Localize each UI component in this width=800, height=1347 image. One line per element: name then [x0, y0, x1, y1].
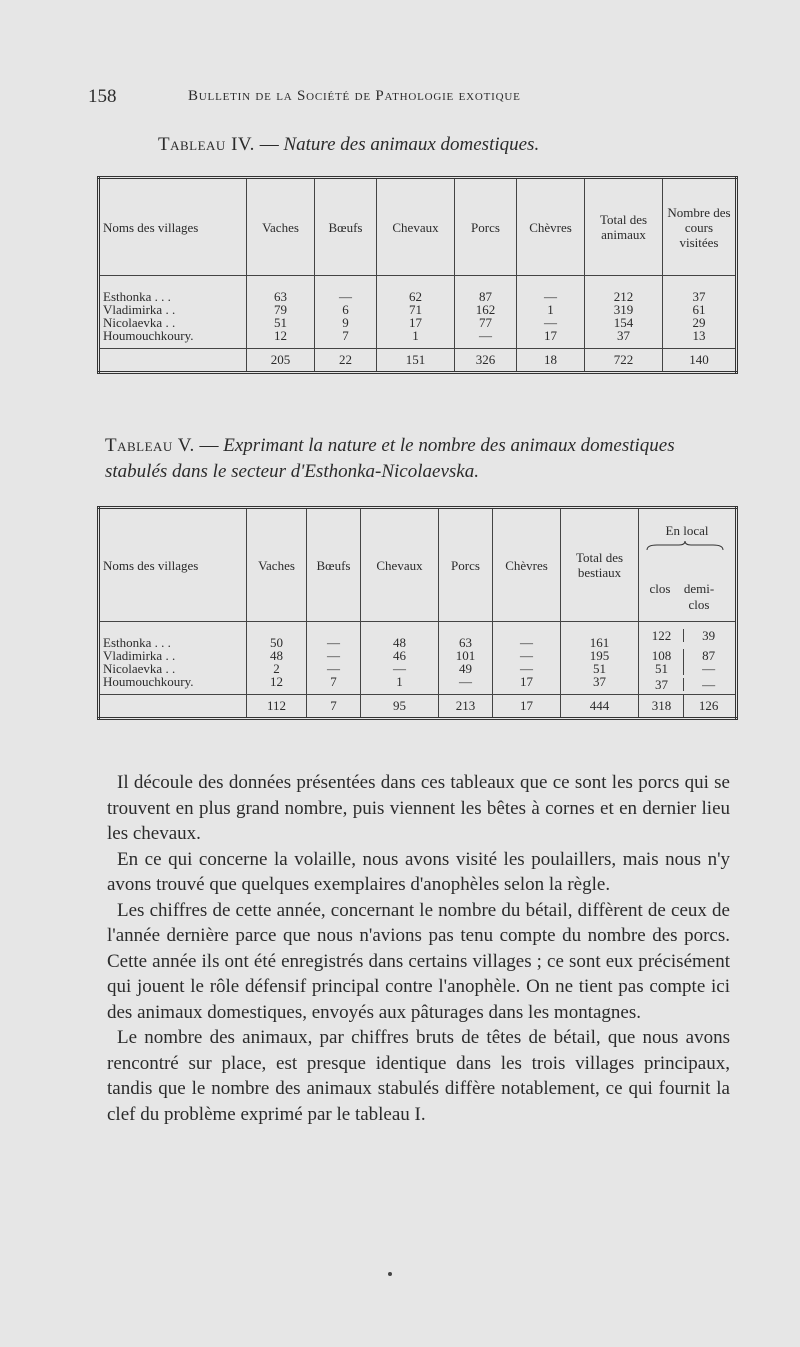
cell: —: [315, 276, 377, 304]
local-sub-clos: clos: [649, 581, 671, 596]
table5-col-local: [639, 508, 737, 622]
table4-caption: [158, 132, 718, 158]
cell: 48: [361, 622, 439, 650]
table4: [97, 176, 738, 374]
village-name: Nicolaevka . .: [99, 316, 247, 329]
total-cell: 22: [315, 349, 377, 373]
ink-dot: [388, 1272, 392, 1276]
cell-clos: 37: [640, 678, 683, 691]
cell: 51: [561, 662, 639, 675]
cell: 51: [247, 316, 315, 329]
table4-col-total: Total des animaux: [585, 178, 663, 276]
cell-demi-clos: —: [702, 677, 716, 692]
table5-row: [99, 662, 737, 675]
table4-col-cours: Nombre des cours visitées: [663, 178, 737, 276]
local-header-label: En local: [665, 523, 709, 538]
table5-col-chevres: Chèvres: [493, 508, 561, 622]
cell: 1: [361, 675, 439, 695]
running-head: [88, 86, 728, 112]
cell: 79: [247, 303, 315, 316]
cell: 87: [455, 276, 517, 304]
table4-label: Tableau IV.: [158, 134, 255, 155]
cell: —: [307, 662, 361, 675]
table4-title: Nature des animaux domestiques.: [283, 134, 540, 155]
table4-col-porcs: Porcs: [455, 178, 517, 276]
cell: 37: [585, 329, 663, 349]
table5-col-villages: Noms des villages: [99, 508, 247, 622]
village-name: Nicolaevka . .: [99, 662, 247, 675]
local-cells: [639, 662, 737, 675]
village-name: Houmouchkoury.: [99, 329, 247, 349]
table5-row: [99, 675, 737, 695]
total-cell: 112: [247, 695, 307, 719]
cell: 63: [247, 276, 315, 304]
cell: 6: [315, 303, 377, 316]
total-cell: 95: [361, 695, 439, 719]
cell-demi-clos: —: [702, 661, 716, 676]
table5-row: [99, 622, 737, 650]
cell: 7: [307, 675, 361, 695]
cell: 161: [561, 622, 639, 650]
village-name: Esthonka . . .: [99, 622, 247, 650]
cell: 29: [663, 316, 737, 329]
table5-title: Exprimant la nature et le nombre des animaux domestiques stabulés dans le secteur d'Esthonka-Nicolaevska.: [105, 435, 675, 482]
total-cell: 213: [439, 695, 493, 719]
cell: 63: [439, 622, 493, 650]
cell: 17: [377, 316, 455, 329]
table5-col-vaches: Vaches: [247, 508, 307, 622]
cell: 48: [247, 649, 307, 662]
cell: —: [493, 622, 561, 650]
total-cell: 7: [307, 695, 361, 719]
paragraph: Il découle des données présentées dans ces tableaux que ce sont les porcs qui se trouvent en plus grand nombre, puis viennent les bêtes à cornes et en dernier lieu les chevaux.: [107, 772, 730, 844]
cell: 212: [585, 276, 663, 304]
table5-header-row: [99, 508, 737, 622]
table5-col-chevaux: Chevaux: [361, 508, 439, 622]
table4-col-chevaux: Chevaux: [377, 178, 455, 276]
village-name: Vladimirka . .: [99, 649, 247, 662]
total-cell: 722: [585, 349, 663, 373]
cell: 7: [315, 329, 377, 349]
total-cell: 140: [663, 349, 737, 373]
body-text: [107, 770, 730, 1127]
cell: —: [307, 622, 361, 650]
table5-totals-row: [99, 695, 737, 719]
cell: —: [455, 329, 517, 349]
cell: 71: [377, 303, 455, 316]
village-name: Vladimirka . .: [99, 303, 247, 316]
table4-row: [99, 276, 737, 304]
local-sub-demi-clos: demi-clos: [683, 581, 715, 612]
cell: 61: [663, 303, 737, 316]
cell: —: [517, 316, 585, 329]
cell: —: [517, 276, 585, 304]
cell: 49: [439, 662, 493, 675]
total-cell: 444: [561, 695, 639, 719]
cell: 162: [455, 303, 517, 316]
paragraph: En ce qui concerne la volaille, nous avons visité les poulaillers, mais nous n'y avons trouvé que quelques exemplaires d'anophèles selon la règle.: [107, 848, 730, 895]
table5-col-total: Total des bestiaux: [561, 508, 639, 622]
local-cells: [639, 622, 737, 650]
table4-col-vaches: Vaches: [247, 178, 315, 276]
table4-totals-row: [99, 349, 737, 373]
totals-blank: [99, 695, 247, 719]
table5-col-boeufs: Bœufs: [307, 508, 361, 622]
cell: 154: [585, 316, 663, 329]
total-demi-clos: 126: [698, 698, 719, 713]
cell-demi-clos: 39: [702, 628, 716, 643]
cell-clos: 51: [640, 662, 683, 675]
cell: 37: [663, 276, 737, 304]
cell: 77: [455, 316, 517, 329]
table4-header-row: [99, 178, 737, 276]
cell: 12: [247, 329, 315, 349]
brace-icon: [645, 541, 725, 551]
cell: 37: [561, 675, 639, 695]
cell: 319: [585, 303, 663, 316]
cell: 46: [361, 649, 439, 662]
paragraph: Les chiffres de cette année, concernant le nombre du bétail, diffèrent de ceux de l'année dernière parce que nous n'avions pas tenu compte du nombre des porcs. Cette année ils ont été enregistrés dans certains villages ; ce sont eux précisément qui jouent le rôle défensif principal contre l'anophèle. On ne tient pas compte ici des animaux domestiques, envoyés aux pâturages dans les montagnes.: [107, 899, 730, 1023]
village-name: Houmouchkoury.: [99, 675, 247, 695]
table4-row: [99, 329, 737, 349]
village-name: Esthonka . . .: [99, 276, 247, 304]
cell: 12: [247, 675, 307, 695]
cell: 13: [663, 329, 737, 349]
cell: 1: [377, 329, 455, 349]
local-totals: [639, 695, 737, 719]
total-cell: 151: [377, 349, 455, 373]
cell: —: [493, 662, 561, 675]
cell: 1: [517, 303, 585, 316]
cell: 17: [493, 675, 561, 695]
journal-title: Bulletin de la Société de Pathologie exotique: [188, 88, 521, 104]
cell-demi-clos: 87: [702, 648, 716, 663]
paragraph: Le nombre des animaux, par chiffres bruts de têtes de bétail, que nous avons rencontré sur place, est presque identique dans les trois villages principaux, tandis que le nombre des animaux stabulés diffère notablement, ce qui fournit la clef du problème exprimé par le tableau I.: [107, 1027, 730, 1125]
cell: 62: [377, 276, 455, 304]
table5-caption: [105, 433, 730, 485]
total-cell: 18: [517, 349, 585, 373]
table5-label: Tableau V.: [105, 435, 195, 456]
table4-col-chevres: Chèvres: [517, 178, 585, 276]
cell: —: [307, 649, 361, 662]
local-cells: [639, 649, 737, 662]
cell: 2: [247, 662, 307, 675]
cell: 17: [517, 329, 585, 349]
total-cell: 17: [493, 695, 561, 719]
table4-dash: —: [259, 134, 279, 155]
page-number: 158: [88, 86, 117, 107]
cell: 9: [315, 316, 377, 329]
local-header-group: [639, 509, 735, 621]
total-clos: 318: [640, 695, 683, 717]
table4-col-boeufs: Bœufs: [315, 178, 377, 276]
totals-blank: [99, 349, 247, 373]
cell: —: [493, 649, 561, 662]
cell: 195: [561, 649, 639, 662]
cell: —: [439, 675, 493, 695]
total-cell: 326: [455, 349, 517, 373]
local-cells: [639, 675, 737, 695]
cell: 50: [247, 622, 307, 650]
table5-dash: —: [199, 435, 219, 456]
table5-row: [99, 649, 737, 662]
table5-col-porcs: Porcs: [439, 508, 493, 622]
cell-clos: 122: [640, 629, 683, 642]
table4-col-villages: Noms des villages: [99, 178, 247, 276]
total-cell: 205: [247, 349, 315, 373]
table5: [97, 506, 738, 720]
cell-clos: 108: [640, 649, 683, 662]
cell: 101: [439, 649, 493, 662]
cell: —: [361, 662, 439, 675]
